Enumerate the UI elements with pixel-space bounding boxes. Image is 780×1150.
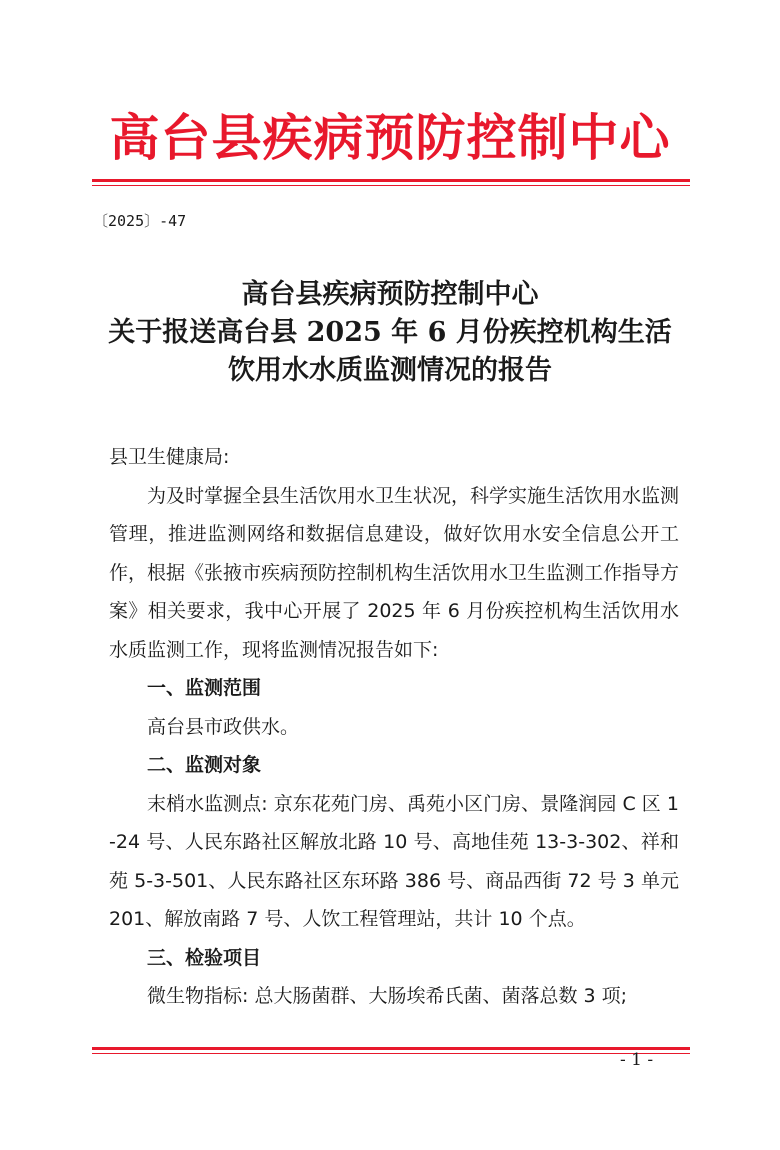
- section-text-targets: 末梢水监测点: 京东花苑门房、禹苑小区门房、景隆润园 C 区 1-24 号、人民东路社区解放北路 10 号、高地佳苑 13-3-302、祥和苑 5-3-501、人民东路社区东环路 386 号、商品西街 72 号 3 单元 201、解放南路 7 号、人饮工程管理站，共计 10 个点。: [109, 792, 679, 930]
- footer-rule-thick: [92, 1047, 690, 1050]
- title-line-2: 关于报送高台县 2025 年 6 月份疾控机构生活: [108, 317, 672, 348]
- section-heading-targets: 二、监测对象: [147, 754, 262, 776]
- intro-paragraph: 为及时掌握全县生活饮用水卫生状况，科学实施生活饮用水监测管理，推进监测网络和数据信息建设，做好饮用水安全信息公开工作，根据《张掖市疾病预防控制机构生活饮用水卫生监测工作指导方案》相关要求，我中心开展了 2025 年 6 月份疾控机构生活饮用水水质监测工作，现将监测情况报告如下:: [109, 484, 680, 661]
- document-number: 〔2025〕-47: [93, 212, 187, 230]
- section-text-items: 微生物指标: 总大肠菌群、大肠埃希氏菌、菌落总数 3 项;: [147, 985, 628, 1007]
- footer-rule-thin: [92, 1053, 690, 1054]
- document-title: [90, 276, 690, 390]
- title-line-1: 高台县疾病预防控制中心: [241, 279, 539, 310]
- addressee: 县卫生健康局:: [109, 446, 230, 468]
- section-heading-scope: 一、监测范围: [147, 677, 262, 699]
- document-body: [109, 438, 679, 1016]
- org-header-title: 高台县疾病预防控制中心: [109, 108, 671, 167]
- header-rule-thin: [92, 185, 690, 186]
- header-rule-thick: [92, 179, 690, 182]
- section-heading-items: 三、检验项目: [147, 946, 262, 969]
- section-text-scope: 高台县市政供水。: [147, 715, 300, 738]
- page-number: - 1 -: [620, 1050, 654, 1070]
- title-line-3: 饮用水水质监测情况的报告: [228, 355, 552, 386]
